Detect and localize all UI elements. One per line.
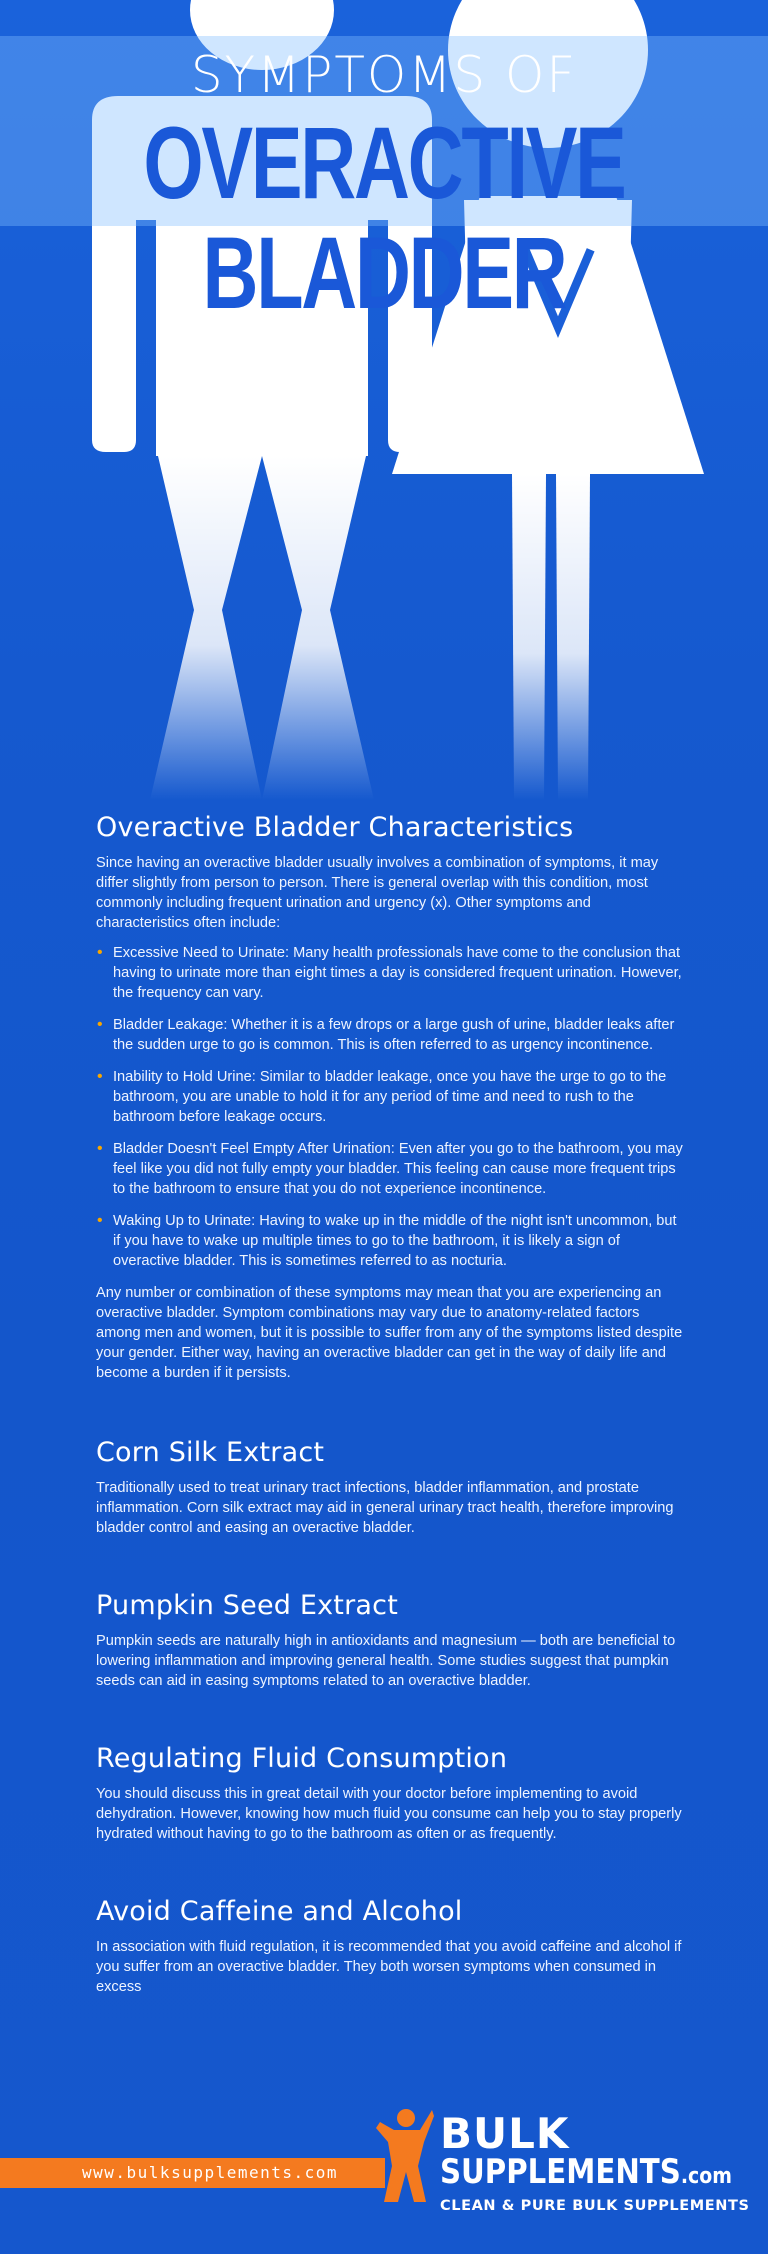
- brand-name-line1: BULK: [440, 2109, 570, 2158]
- list-item: • Inability to Hold Urine: Similar to bladder leakage, once you have the urge to go to the bathroom, you are unable to hold it for any period of time and need to rush to the bathroom before leakage occurs.: [97, 1068, 667, 1125]
- bullet-icon: •: [97, 1212, 103, 1229]
- brand-name-line2: SUPPLEMENTS.com: [440, 2152, 732, 2192]
- section-heading: Pumpkin Seed Extract: [96, 1590, 398, 1621]
- brand-domain-suffix: .com: [680, 2164, 732, 2189]
- title-subtitle: SYMPTOMS OF: [190, 46, 578, 104]
- section-fluid: [96, 1743, 686, 1844]
- list-item: • Excessive Need to Urinate: Many health professionals have come to the conclusion that having to urinate more than eight times a day is considered frequent urination. However, the frequency can vary.: [97, 944, 682, 1001]
- bullet-icon: •: [97, 1068, 103, 1085]
- list-item: • Bladder Leakage: Whether it is a few drops or a large gush of urine, bladder leaks after the sudden urge to go is common. This is often referred to as urgency incontinence.: [97, 1016, 675, 1053]
- list-item: • Bladder Doesn't Feel Empty After Urination: Even after you go to the bathroom, you may feel like you did not fully empty your bladder. This feeling can cause more frequent trips to the bathroom to ensure that you do not experience incontinence.: [97, 1140, 683, 1197]
- section-heading: Overactive Bladder Characteristics: [96, 812, 574, 843]
- section-body: In association with fluid regulation, it is recommended that you avoid caffeine and alcohol if you suffer from an overactive bladder. They both worsen symptoms when consumed in excess: [96, 1939, 682, 1995]
- bullet-icon: •: [97, 1016, 103, 1033]
- bullet-icon: •: [97, 944, 103, 961]
- athlete-logo-icon: [372, 2108, 434, 2204]
- brand-tagline: CLEAN & PURE BULK SUPPLEMENTS: [440, 2198, 750, 2214]
- bullet-icon: •: [97, 1140, 103, 1157]
- section-characteristics: [96, 812, 686, 1383]
- section-heading: Regulating Fluid Consumption: [96, 1743, 508, 1774]
- website-link[interactable]: www.bulksupplements.com: [82, 2163, 339, 2182]
- section-heading: Avoid Caffeine and Alcohol: [96, 1896, 463, 1927]
- symptom-list: [96, 943, 686, 1271]
- section-heading: Corn Silk Extract: [96, 1437, 325, 1468]
- section-corn-silk: [96, 1437, 686, 1538]
- section-body: Pumpkin seeds are naturally high in antioxidants and magnesium — both are beneficial to lowering inflammation and improving general health. Some studies suggest that pumpkin seeds can aid in easing symptoms related to an overactive bladder.: [96, 1633, 676, 1689]
- section-outro: Any number or combination of these symptoms may mean that you are experiencing an overactive bladder. Symptom combinations may vary due to anatomy-related factors among men and women, but it is possible to suffer from any of the symptoms listed despite your gender. Either way, having an overactive bladder can get in the way of daily life and become a burden if it persists.: [96, 1285, 683, 1381]
- section-intro: Since having an overactive bladder usually involves a combination of symptoms, it may differ slightly from person to person. There is general overlap with this condition, most commonly including frequent urination and urgency (x). Other symptoms and characteristics often include:: [96, 855, 659, 931]
- section-caffeine: [96, 1896, 686, 1997]
- list-item: • Waking Up to Urinate: Having to wake up in the middle of the night isn't uncommon, but if you have to wake up multiple times to go to the bathroom, it is likely a sign of overactive bladder. This is sometimes referred to as nocturia.: [97, 1212, 677, 1269]
- page-title: OVERACTIVE BLADDER: [143, 106, 625, 330]
- section-pumpkin-seed: [96, 1590, 686, 1691]
- article-content: [96, 812, 686, 2007]
- section-body: Traditionally used to treat urinary tract infections, bladder inflammation, and prostate inflammation. Corn silk extract may aid in general urinary tract health, therefore improving bladder control and easing an overactive bladder.: [96, 1480, 674, 1536]
- section-body: You should discuss this in great detail with your doctor before implementing to avoid dehydration. However, knowing how much fluid you consume can help you to stay properly hydrated without having to go to the bathroom as often or as frequently.: [96, 1786, 682, 1842]
